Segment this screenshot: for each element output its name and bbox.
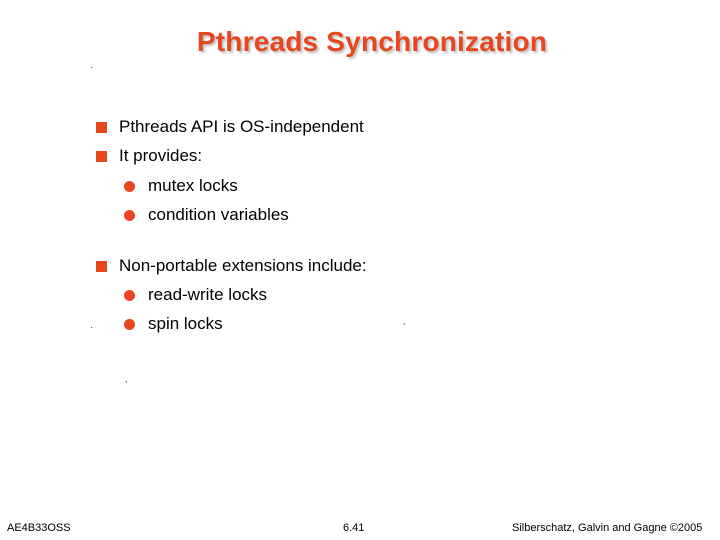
speck-mark: ’ — [403, 322, 406, 333]
sub-bullet-item — [124, 285, 267, 305]
round-bullet-icon — [124, 290, 135, 301]
footer-course: AE4B33OSS — [7, 522, 71, 534]
speck-mark: · — [90, 62, 94, 73]
bullet-text: Non-portable extensions include: — [119, 256, 367, 275]
slide-title: Pthreads Synchronization — [196, 26, 548, 57]
bullet-text: Pthreads API is OS-independent — [119, 117, 364, 136]
bullet-item — [96, 146, 202, 166]
bullet-item — [96, 256, 367, 276]
speck-mark: ’ — [125, 380, 128, 391]
square-bullet-icon — [96, 261, 107, 272]
square-bullet-icon — [96, 151, 107, 162]
footer-copyright: Silberschatz, Galvin and Gagne ©2005 — [512, 522, 703, 534]
square-bullet-icon — [96, 122, 107, 133]
speck-mark: · — [90, 322, 94, 333]
bullet-item — [96, 117, 364, 137]
sub-bullet-text: mutex locks — [148, 176, 238, 195]
bullet-text: It provides: — [119, 146, 203, 165]
sub-bullet-item — [124, 314, 223, 334]
sub-bullet-item — [124, 205, 289, 225]
round-bullet-icon — [124, 319, 135, 330]
sub-bullet-item — [124, 176, 238, 196]
sub-bullet-text: spin locks — [148, 314, 223, 333]
round-bullet-icon — [124, 181, 135, 192]
footer-page-number: 6.41 — [343, 522, 365, 534]
round-bullet-icon — [124, 210, 135, 221]
sub-bullet-text: read-write locks — [148, 285, 268, 304]
sub-bullet-text: condition variables — [148, 205, 289, 224]
